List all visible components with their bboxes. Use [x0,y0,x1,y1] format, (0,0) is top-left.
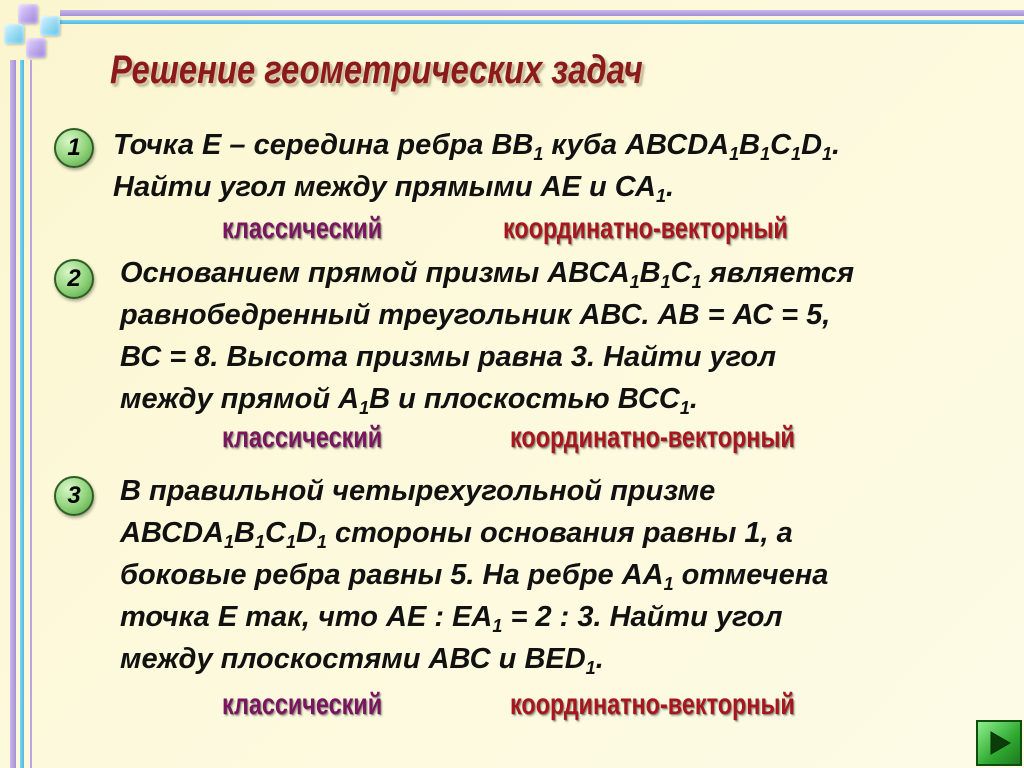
text-segment: В правильной четырехугольной призме [120,475,716,507]
text-segment: С [670,257,692,289]
text-segment: . [665,171,675,203]
subscript: 1 [691,272,702,292]
subscript: 1 [822,144,833,164]
method-vector-link[interactable]: координатно-векторный [503,212,788,245]
text-segment: . [595,643,604,675]
corner-square-icon [18,4,38,24]
text-segment: равнобедренный треугольник АВС. АВ = АС = 5, [120,299,831,331]
problem-line [120,252,854,294]
text-segment: B [234,517,255,549]
text-segment: Основанием прямой призмы АВСА [120,257,630,289]
text-segment: = 2 : 3. Найти угол [502,601,783,633]
problem-text [120,252,854,420]
problem-line [120,554,828,596]
subscript: 1 [533,144,544,164]
corner-square-icon [4,24,24,44]
left-decor-bar-thin [20,60,24,768]
method-vector-link[interactable]: координатно-векторный [510,421,795,454]
problem-text [113,124,840,208]
page-title: Решение геометрических задач [110,48,643,92]
problem-line [113,124,840,166]
text-segment: стороны основания равны 1, а [326,517,793,549]
text-segment: . [832,129,841,161]
text-segment: C [770,129,792,161]
subscript: 1 [585,658,596,678]
subscript: 1 [679,398,690,418]
problem-line [120,470,828,512]
subscript: 1 [285,532,296,552]
subscript: 1 [791,144,802,164]
text-segment: отмечена [673,559,829,591]
text-segment: Точка Е – середина ребра ВВ [113,129,534,161]
text-segment: боковые ребра равны 5. На ребре АА [120,559,664,591]
text-segment: D [295,517,317,549]
text-segment: ВС = 8. Высота призмы равна 3. Найти угол [120,341,777,373]
problem-line [113,166,840,208]
method-vector-link[interactable]: координатно-векторный [510,688,795,721]
next-slide-button[interactable] [976,720,1022,766]
subscript: 1 [224,532,235,552]
subscript: 1 [760,144,771,164]
subscript: 1 [655,186,666,206]
top-decor-bar-thin [60,20,1024,24]
text-segment: между плоскостями АВС и ВЕD [120,643,586,675]
text-segment: является [701,257,855,289]
problem-line [120,512,828,554]
text-segment: D [801,129,823,161]
problem-line [120,336,854,378]
subscript: 1 [660,272,671,292]
left-decor-bar [10,60,16,768]
problem-number-badge: 2 [54,259,94,299]
method-classic-link[interactable]: классический [222,421,383,454]
text-segment: C [264,517,286,549]
problem-line [120,378,854,420]
top-decor-bar [60,10,1024,16]
text-segment: точка Е так, что АЕ : ЕА [120,601,493,633]
text-segment: В и плоскостью ВСС [369,383,680,415]
problem-line [120,294,854,336]
text-segment: между прямой А [120,383,360,415]
problem-number-badge: 3 [54,476,94,516]
left-decor-line [30,60,32,768]
problem-line [120,638,828,680]
subscript: 1 [629,272,640,292]
text-segment: АВСDA [120,517,224,549]
text-segment: B [739,129,761,161]
subscript: 1 [316,532,327,552]
text-segment: Найти угол между прямыми АЕ и СА [113,171,656,203]
problem-text [120,470,828,680]
method-classic-link[interactable]: классический [222,688,383,721]
corner-square-icon [40,16,60,36]
subscript: 1 [729,144,740,164]
subscript: 1 [254,532,265,552]
corner-square-icon [26,38,46,58]
subscript: 1 [359,398,370,418]
text-segment: . [689,383,698,415]
text-segment: куба АВСDA [543,129,730,161]
problem-number-badge: 1 [54,128,94,168]
problem-line [120,596,828,638]
text-segment: В [639,257,661,289]
method-classic-link[interactable]: классический [222,212,383,245]
play-arrow-icon [984,728,1014,758]
subscript: 1 [492,616,503,636]
subscript: 1 [663,574,674,594]
